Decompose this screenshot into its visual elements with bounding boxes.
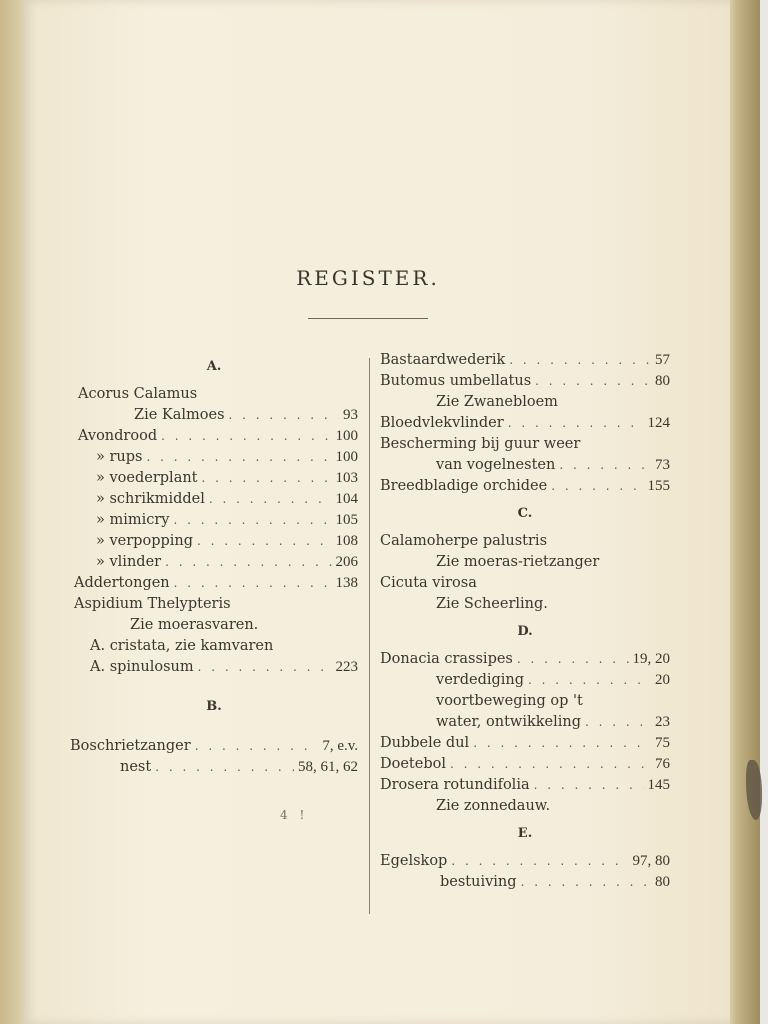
section-letter: E. [517,826,533,841]
dot-leader [174,510,332,531]
dot-leader [146,447,331,468]
index-entry [70,615,358,636]
page-number: 100 [335,449,358,465]
page-signature: 4 ! [280,808,309,822]
dot-leader [209,489,332,510]
entry-term: Avondrood [78,428,158,444]
entry-term: Zie Scheerling. [436,596,548,612]
index-entry [380,413,670,434]
page-number: 155 [647,478,670,494]
page-number: 20 [655,672,670,688]
page-number: 7, e.v. [322,738,358,754]
entry-term: Zie moeras-rietzanger [436,554,600,570]
dot-leader [197,531,331,552]
spacer [70,678,358,690]
dot-leader [535,371,651,392]
dot-leader [528,670,651,691]
index-entry [380,350,670,371]
index-entry [70,531,358,552]
page-number: 80 [655,874,670,890]
index-entry [380,434,670,455]
index-entry [380,649,670,670]
entry-term: Acorus Calamus [78,386,198,402]
entry-term: » mimicry [96,512,170,528]
index-entry [380,712,670,733]
dot-leader [509,350,651,371]
dot-leader [161,426,331,447]
dot-leader [202,468,332,489]
page-number: 104 [335,491,358,507]
index-entry [70,757,358,778]
page-number: 100 [335,428,358,444]
index-entry [380,476,670,497]
entry-term: Boschrietzanger [70,738,191,754]
page-number: 93 [343,407,358,423]
entry-term: voortbeweging op 't [436,693,583,709]
page-number: 105 [335,512,358,528]
page-number: 97, 80 [632,853,670,869]
index-entry [380,392,670,413]
dot-leader [195,736,319,757]
dot-leader [473,733,651,754]
entry-term: verdediging [436,672,525,688]
index-entry [380,733,670,754]
section-letter: C. [517,506,533,521]
dot-leader [534,775,644,796]
page-number: 138 [335,575,358,591]
page-number: 223 [335,659,358,675]
index-entry [380,796,670,817]
entry-term: Breedbladige orchidee [380,478,548,494]
index-entry [70,552,358,573]
page-number: 80 [655,373,670,389]
entry-term: Zie Kalmoes [134,407,225,423]
dot-leader [585,712,651,733]
index-entry [70,573,358,594]
section-letter: B. [206,699,222,714]
page-title: REGISTER. [296,266,440,290]
dot-leader [521,872,651,893]
dot-leader [165,552,331,573]
index-entry [70,447,358,468]
dot-leader [450,754,651,775]
index-entry [70,384,358,405]
index-entry [380,775,670,796]
index-entry [70,594,358,615]
entry-term: Zie zonnedauw. [436,798,551,814]
entry-term: Bastaardwederik [380,352,506,368]
index-entry [380,754,670,775]
dot-leader [551,476,643,497]
page-number: 103 [335,470,358,486]
entry-term: » vlinder [96,554,162,570]
page-number: 75 [655,735,670,751]
entry-term: Butomus umbellatus [380,373,532,389]
entry-term: water, ontwikkeling [436,714,582,730]
index-entry [380,872,670,893]
entry-term: » voederplant [96,470,198,486]
index-column-left [70,350,358,778]
entry-term: Bescherming bij guur weer [380,436,581,452]
entry-term: » verpopping [96,533,194,549]
entry-term: van vogelnesten [436,457,556,473]
entry-term: Doetebol [380,756,446,772]
entry-term: A. cristata, zie kamvaren [90,638,274,654]
entry-term: Donacia crassipes [380,651,513,667]
index-entry [70,657,358,678]
entry-term: Bloedvlekvlinder [380,415,504,431]
index-entry [70,489,358,510]
index-entry [380,594,670,615]
entry-term: Calamoherpe palustris [380,533,548,549]
section-letter: A. [206,359,222,374]
index-entry [70,468,358,489]
index-column-right [380,350,670,893]
index-entry [380,691,670,712]
page-number: 73 [655,457,670,473]
dot-leader [517,649,629,670]
entry-term: » schrikmiddel [96,491,205,507]
entry-term: Dubbele dul [380,735,470,751]
entry-term: A. spinulosum [90,659,194,675]
index-entry [70,426,358,447]
index-entry [380,531,670,552]
entry-term: nest [120,759,152,775]
page-number: 23 [655,714,670,730]
dot-leader [198,657,332,678]
index-entry [380,573,670,594]
spacer [70,724,358,736]
index-entry [70,510,358,531]
entry-term: Aspidium Thelypteris [74,596,231,612]
entry-term: Cicuta virosa [380,575,477,591]
entry-term: Egelskop [380,853,448,869]
column-divider [369,358,370,914]
dot-leader [451,851,628,872]
dot-leader [229,405,339,426]
index-entry [380,455,670,476]
page-number: 124 [647,415,670,431]
entry-term: Addertongen [74,575,170,591]
entry-term: bestuiving [440,874,517,890]
dot-leader [174,573,332,594]
index-entry [70,405,358,426]
entry-term: Drosera rotundifolia [380,777,530,793]
page-number: 57 [655,352,670,368]
section-letter: D. [517,624,533,639]
title-rule [308,318,428,319]
index-entry [380,371,670,392]
page-number: 76 [655,756,670,772]
dot-leader [508,413,644,434]
index-entry [70,736,358,757]
page-number: 145 [647,777,670,793]
dot-leader [155,757,294,778]
entry-term: Zie Zwanebloem [436,394,558,410]
index-entry [70,636,358,657]
dot-leader [559,455,651,476]
page-number: 19, 20 [632,651,670,667]
page-number: 206 [335,554,358,570]
page-number: 108 [335,533,358,549]
index-entry [380,670,670,691]
index-entry [380,552,670,573]
page-number: 58, 61, 62 [298,759,358,775]
entry-term: » rups [96,449,143,465]
index-entry [380,851,670,872]
entry-term: Zie moerasvaren. [130,617,259,633]
